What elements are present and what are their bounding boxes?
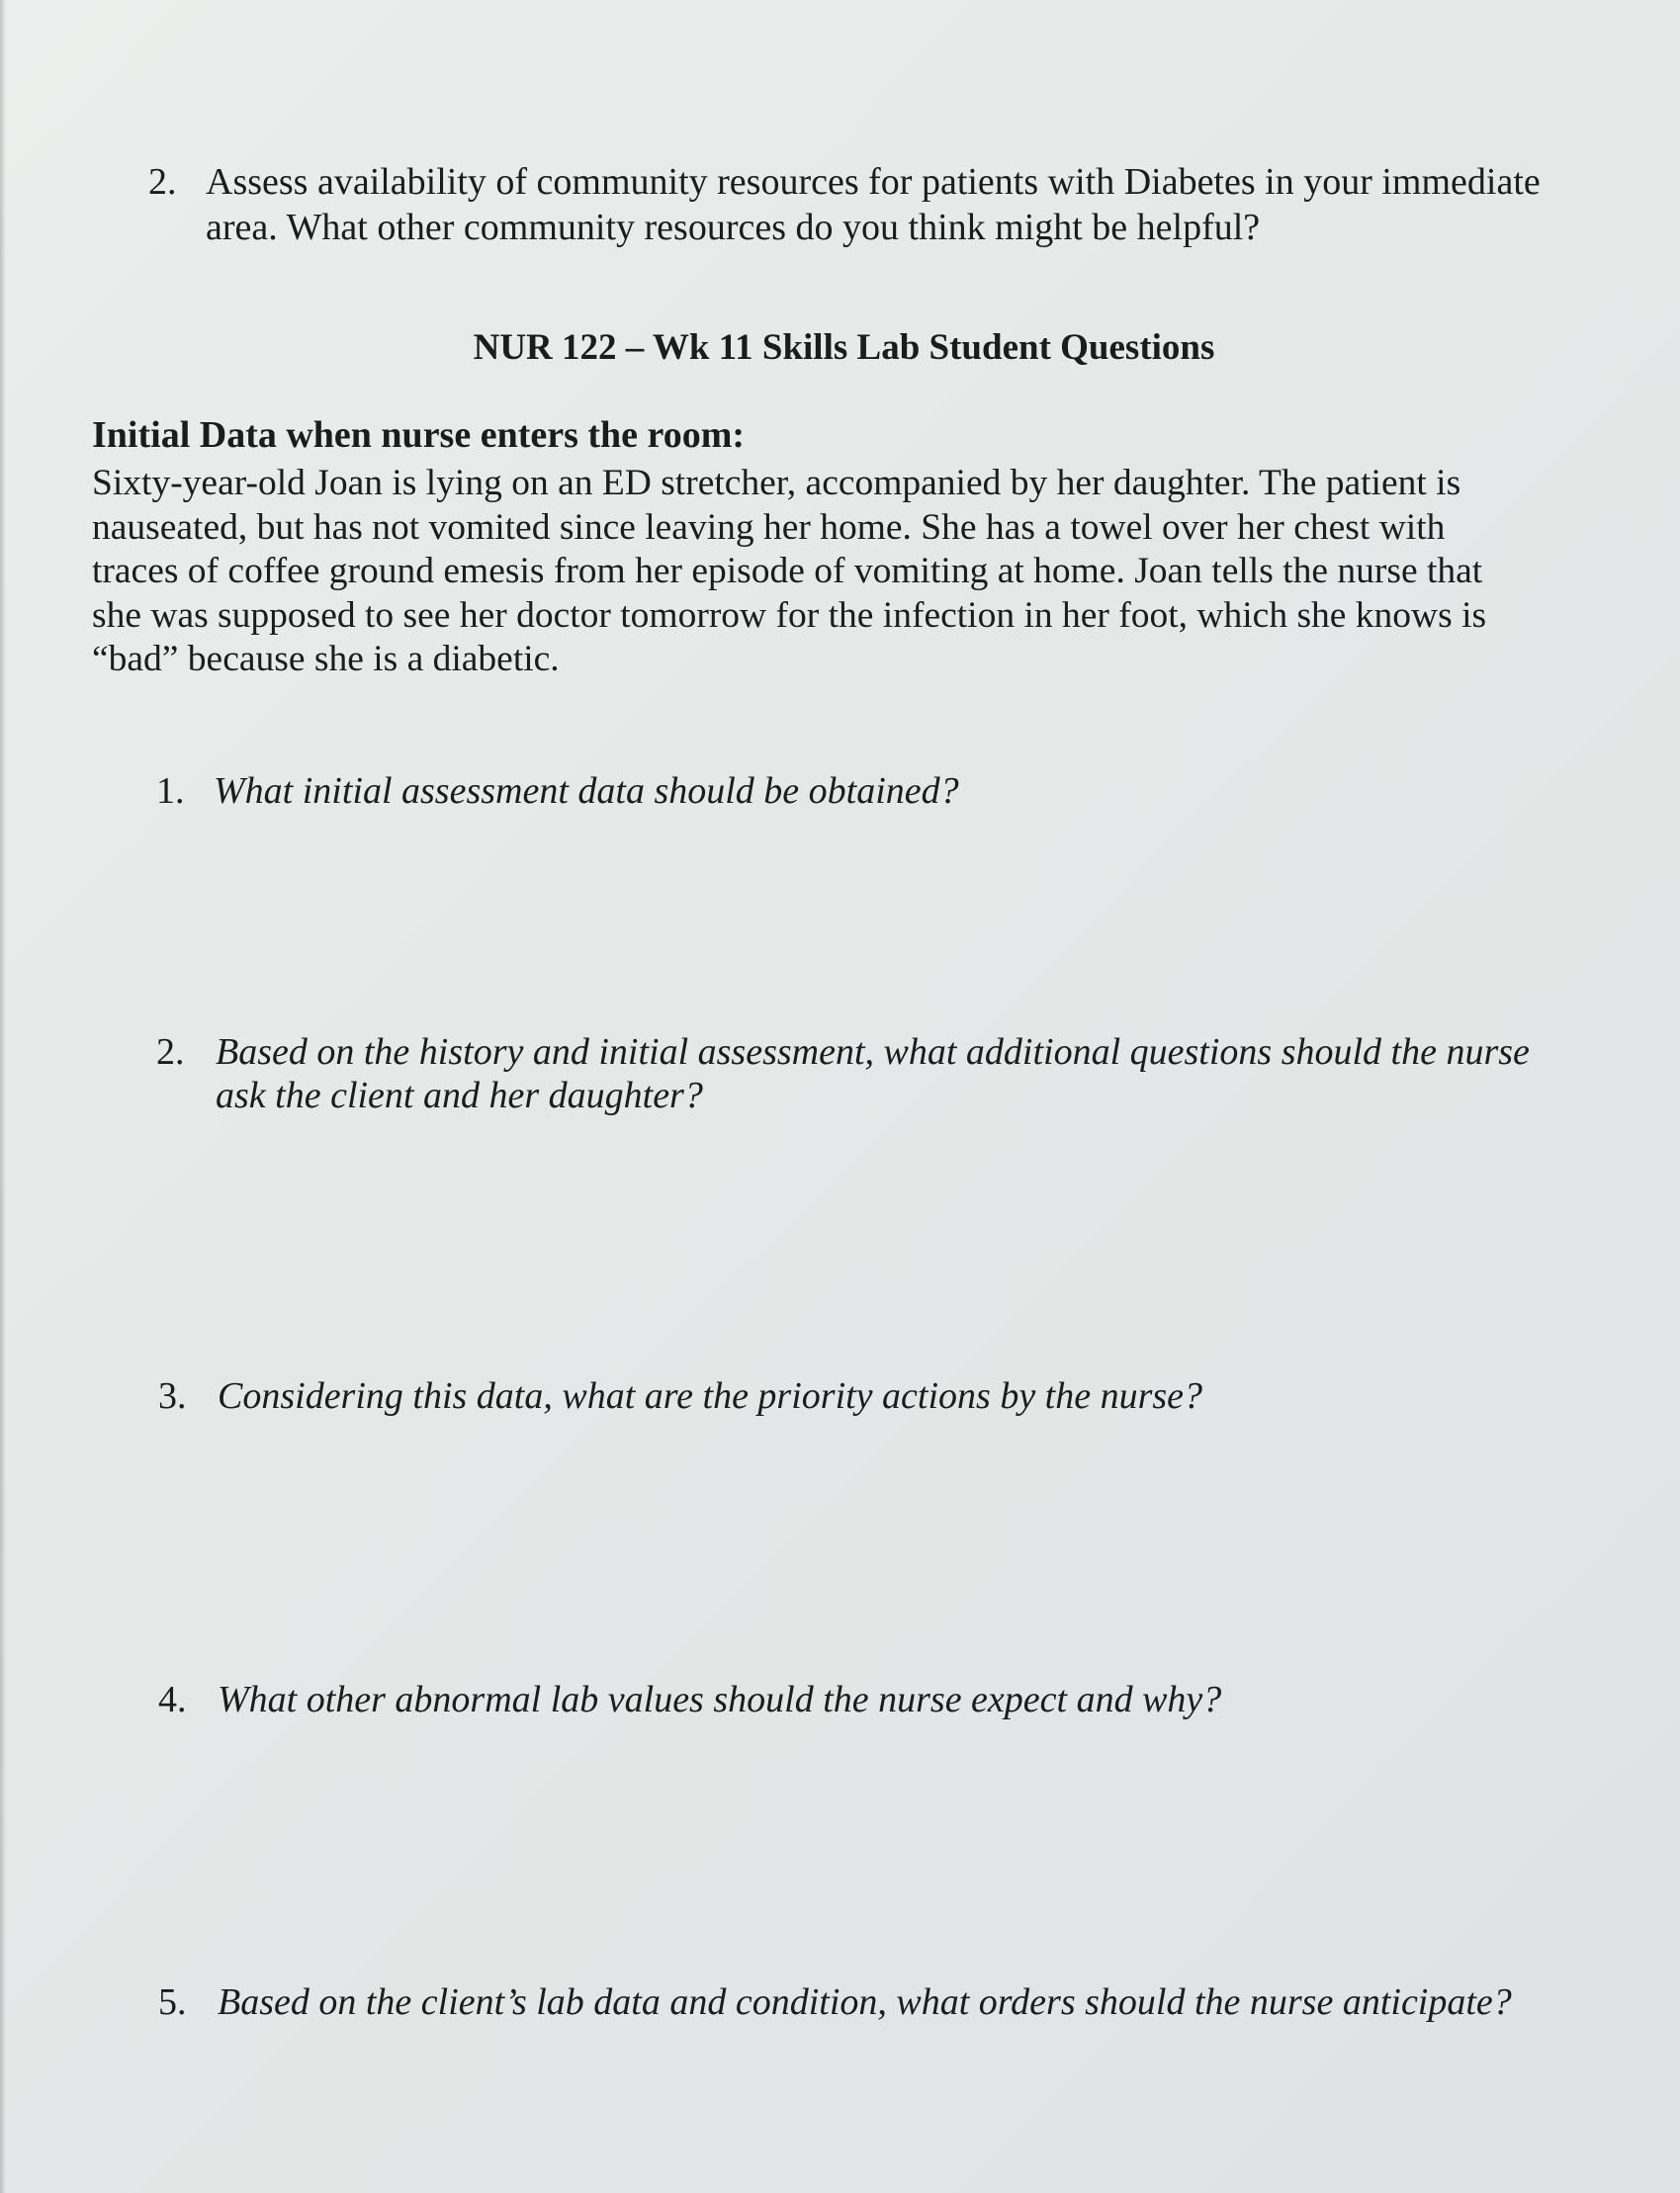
scenario-text — [92, 462, 1555, 682]
top-question-line-1: Assess availability of community resources for patients with Diabetes in your immediate — [206, 161, 1541, 203]
question-number: 1. — [156, 770, 185, 812]
question-text-continued: ask the client and her daughter? — [216, 1075, 703, 1116]
question-number: 3. — [158, 1375, 187, 1417]
initial-data-label: Initial Data when nurse enters the room: — [92, 414, 746, 456]
scenario-line: “bad” because she is a diabetic. — [92, 639, 560, 679]
question-number: 4. — [158, 1679, 187, 1720]
top-question-line-2: area. What other community resources do you think might be helpful? — [206, 207, 1261, 248]
question-text: Considering this data, what are the priority actions by the nurse? — [218, 1375, 1203, 1417]
question-number: 2. — [156, 1031, 185, 1073]
page-title — [0, 326, 1680, 369]
question-text: What initial assessment data should be obtained? — [214, 770, 959, 812]
question-text: Based on the history and initial assessment, what additional questions should the nurse — [216, 1031, 1530, 1073]
question-text: Based on the client’s lab data and condition, what orders should the nurse anticipate? — [218, 1981, 1512, 2023]
top-question-number: 2. — [148, 161, 177, 203]
question-number: 5. — [158, 1981, 187, 2023]
scenario-line: Sixty-year-old Joan is lying on an ED stretcher, accompanied by her daughter. The patient is — [92, 463, 1461, 503]
scenario-line: she was supposed to see her doctor tomorrow for the infection in her foot, which she knows is — [92, 594, 1487, 636]
page-title-text: NUR 122 – Wk 11 Skills Lab Student Questions — [473, 327, 1215, 368]
scenario-line: nauseated, but has not vomited since leaving her home. She has a towel over her chest with — [92, 506, 1446, 548]
question-text: What other abnormal lab values should the nurse expect and why? — [218, 1679, 1222, 1720]
scenario-line: traces of coffee ground emesis from her episode of vomiting at home. Joan tells the nurse that — [92, 551, 1483, 591]
